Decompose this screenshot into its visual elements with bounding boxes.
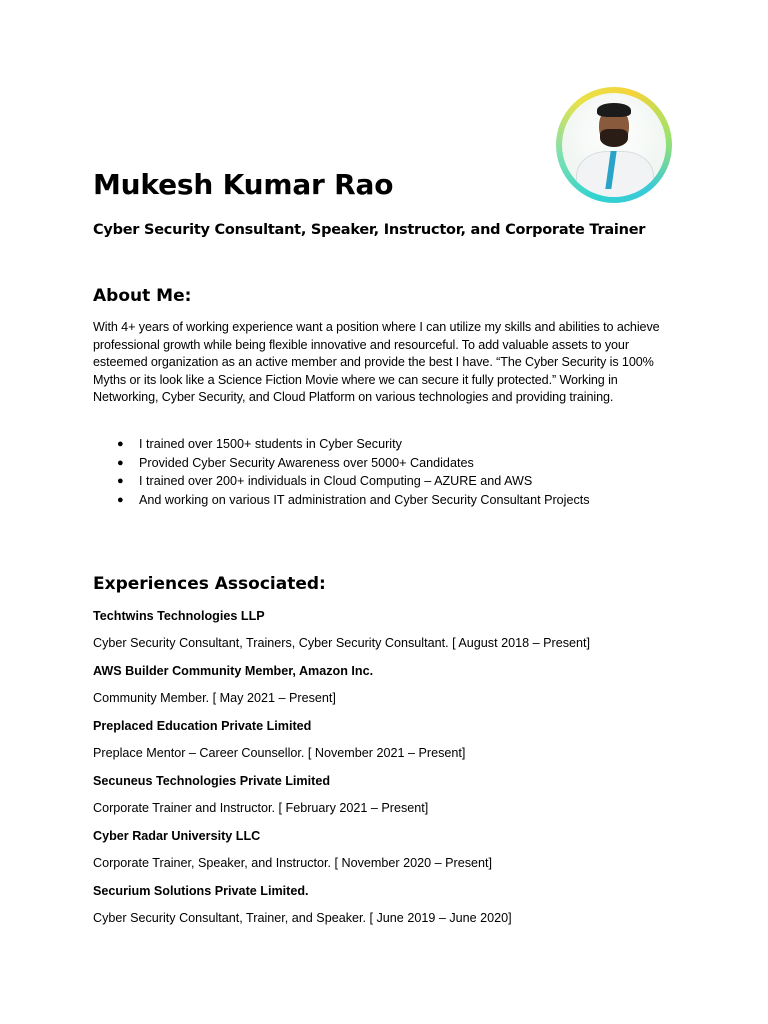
experience-role: Corporate Trainer and Instructor. [ February 2021 – Present]: [93, 801, 429, 815]
person-name: Mukesh Kumar Rao: [93, 168, 394, 201]
bullet-item: [93, 472, 590, 491]
bullet-text: I trained over 200+ individuals in Cloud Computing – AZURE and AWS: [139, 474, 533, 488]
profile-photo-beard: [600, 129, 628, 147]
experience-heading: Experiences Associated:: [93, 574, 326, 594]
bullet-dot-icon: ●: [117, 456, 124, 469]
experience-company: Securium Solutions Private Limited.: [93, 884, 309, 898]
experience-company: Preplaced Education Private Limited: [93, 719, 312, 733]
profile-photo-inner: [562, 93, 666, 197]
experience-company: Cyber Radar University LLC: [93, 829, 261, 843]
experience-item: [93, 773, 590, 828]
experience-item: [93, 663, 590, 718]
bullet-dot-icon: ●: [117, 475, 124, 487]
profile-photo: [556, 87, 672, 203]
experience-item: [93, 883, 590, 938]
experience-company: Secuneus Technologies Private Limited: [93, 774, 331, 788]
bullet-text: I trained over 1500+ students in Cyber Security: [139, 437, 402, 451]
about-paragraph: With 4+ years of working experience want a position where I can utilize my skills and abilities to achieve professional growth while being flexible innovative and resourceful. To add valuable assets to your esteemed organization as an active member and provide the best I have. “The Cyber Security is 100% Myths or its look like a Science Fiction Movie where we can secure it fully protected.” Working in Networking, Cyber Security, and Cloud Platform on various technologies and providing training.: [93, 320, 660, 405]
bullet-item: [93, 491, 590, 510]
bullet-item: [93, 435, 590, 454]
bullet-dot-icon: ●: [117, 438, 124, 450]
experience-role: Corporate Trainer, Speaker, and Instructor. [ November 2020 – Present]: [93, 856, 493, 870]
experience-role: Preplace Mentor – Career Counsellor. [ November 2021 – Present]: [93, 746, 466, 760]
profile-photo-hair: [597, 103, 631, 117]
about-heading: About Me:: [93, 286, 192, 306]
about-bullet-list: [93, 435, 590, 509]
bullet-item: [93, 454, 590, 473]
experience-company: AWS Builder Community Member, Amazon Inc.: [93, 664, 374, 678]
experience-item: [93, 608, 590, 663]
experience-role: Cyber Security Consultant, Trainers, Cyber Security Consultant. [ August 2018 – Present]: [93, 636, 590, 650]
experience-company: Techtwins Technologies LLP: [93, 609, 265, 623]
experience-item: [93, 828, 590, 883]
experience-role: Community Member. [ May 2021 – Present]: [93, 691, 336, 705]
experience-item: [93, 718, 590, 773]
person-tagline: Cyber Security Consultant, Speaker, Instructor, and Corporate Trainer: [93, 222, 646, 238]
bullet-text: Provided Cyber Security Awareness over 5000+ Candidates: [139, 455, 474, 470]
experience-list: [93, 608, 590, 938]
bullet-dot-icon: ●: [117, 493, 124, 506]
experience-role: Cyber Security Consultant, Trainer, and Speaker. [ June 2019 – June 2020]: [93, 911, 512, 925]
bullet-text: And working on various IT administration and Cyber Security Consultant Projects: [139, 492, 590, 507]
